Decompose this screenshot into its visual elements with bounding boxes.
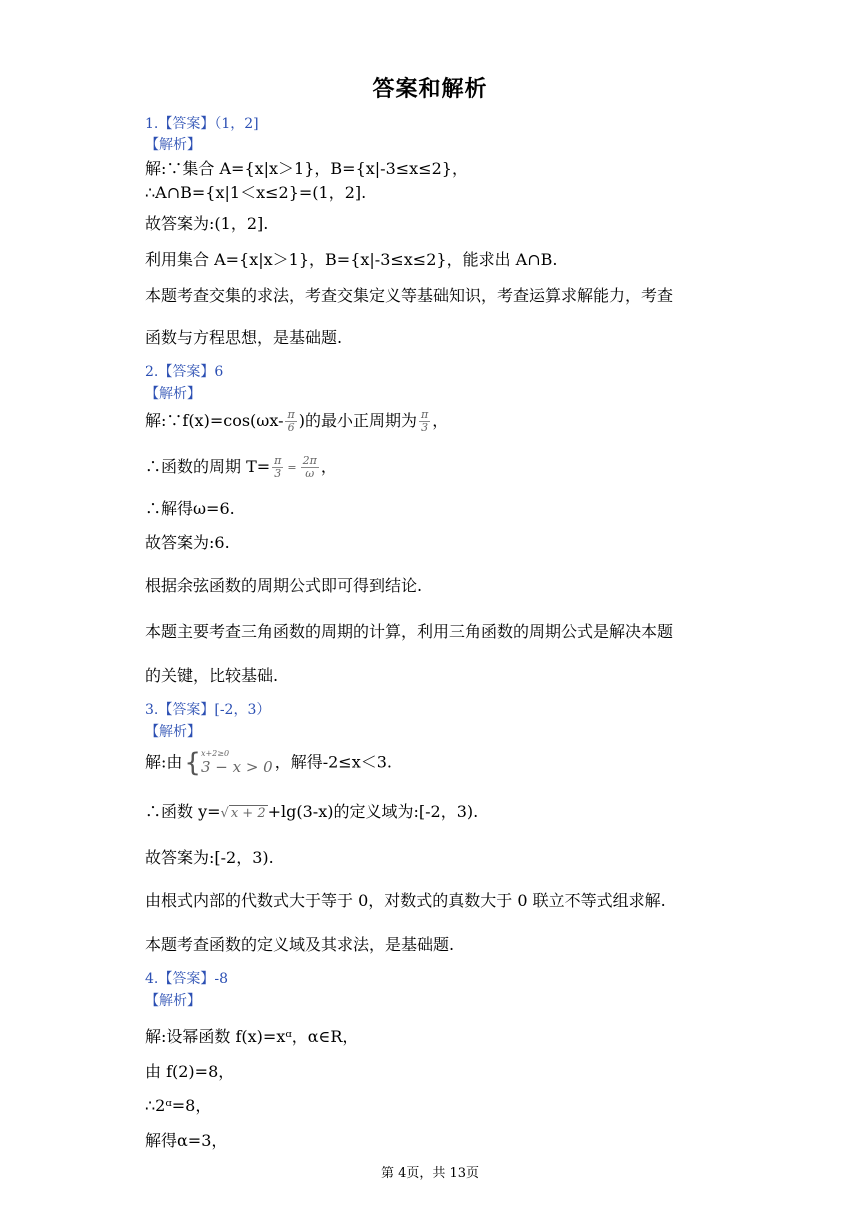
q4-answer: 4.【答案】-8	[145, 971, 228, 987]
q1-solution-line-2: ∴A∩B={x|1＜x≤2}=(1，2].	[145, 183, 367, 202]
q3-solution-line-2	[145, 799, 478, 822]
fraction-denominator: ω	[305, 467, 315, 480]
q3-line2-part-b: +lg(3-x)的定义域为:[-2，3).	[267, 802, 479, 821]
radical-sign: √	[220, 806, 229, 821]
q2-solution-line-6: 本题主要考查三角函数的周期的计算，利用三角函数的周期公式是解决本题	[145, 622, 674, 641]
fraction-numerator: π	[274, 454, 282, 468]
q3-analysis-label: 【解析】	[145, 724, 201, 740]
fraction-2pi-over-omega	[301, 455, 319, 479]
left-brace: {	[184, 748, 201, 778]
fraction-pi-over-3	[419, 409, 430, 433]
q2-analysis-label: 【解析】	[145, 386, 201, 402]
inequality-system	[184, 748, 272, 778]
q4-solution-line-2: 由 f(2)=8，	[145, 1062, 235, 1081]
inequality-rows	[201, 750, 273, 775]
fraction-numerator: π	[420, 408, 429, 422]
q2-solution-line-7: 的关键，比较基础.	[145, 666, 279, 685]
fraction-pi-over-6	[285, 409, 296, 433]
q3-answer: 3.【答案】[-2，3）	[145, 702, 271, 718]
q3-solution-line-3: 故答案为:[-2，3).	[145, 848, 274, 867]
q3-solution-line-5: 本题考查函数的定义域及其求法，是基础题.	[145, 935, 455, 954]
equals-sign: =	[287, 460, 297, 474]
q2-line1-part-c: ，	[432, 411, 449, 430]
q2-line1-part-a: 解:∵f(x)=cos(ωx-	[145, 411, 284, 430]
page-title: 答案和解析	[372, 77, 488, 102]
q1-solution-line-5: 本题考查交集的求法，考查交集定义等基础知识，考查运算求解能力，考查	[145, 286, 674, 305]
radicand: x + 2	[230, 806, 266, 821]
q4-solution-line-4: 解得α=3，	[145, 1131, 228, 1150]
q2-line1-part-b: )的最小正周期为	[298, 411, 417, 430]
fraction-denominator: 6	[287, 421, 295, 434]
q3-solution-line-1	[145, 748, 392, 778]
q2-solution-line-3: ∴解得ω=6.	[145, 499, 235, 518]
square-root-expression	[221, 806, 268, 821]
page-footer: 第 4页，共 13页	[380, 1166, 480, 1181]
q1-solution-line-1: 解:∵集合 A={x|x＞1}，B={x|-3≤x≤2}，	[145, 159, 468, 178]
q2-solution-line-5: 根据余弦函数的周期公式即可得到结论.	[145, 576, 423, 595]
q4-solution-line-3: ∴2ᵅ=8，	[145, 1096, 212, 1115]
q2-answer: 2.【答案】6	[145, 364, 224, 380]
q4-analysis-label: 【解析】	[145, 993, 201, 1009]
fraction-numerator: π	[287, 408, 295, 422]
q1-solution-line-3: 故答案为:(1，2].	[145, 214, 269, 233]
q3-line1-part-b: ，解得-2≤x＜3.	[274, 752, 393, 772]
q2-line2-part-a: ∴函数的周期 T=	[145, 457, 271, 476]
q3-line2-part-a: ∴函数 y=	[145, 802, 221, 821]
q1-answer: 1.【答案】（1，2]	[145, 116, 259, 132]
q2-solution-line-4: 故答案为:6.	[145, 533, 230, 552]
q1-solution-line-4: 利用集合 A={x|x＞1}，B={x|-3≤x≤2}，能求出 A∩B.	[145, 250, 558, 269]
q2-solution-line-1	[145, 408, 448, 434]
fraction-numerator: 2π	[302, 454, 317, 468]
q1-analysis-label: 【解析】	[145, 137, 201, 153]
fraction-denominator: 3	[274, 467, 282, 480]
q3-solution-line-4: 由根式内部的代数式大于等于 0，对数式的真数大于 0 联立不等式组求解.	[145, 891, 666, 910]
inequality-row-2: 3 − x > 0	[200, 758, 273, 777]
fraction-denominator: 3	[421, 421, 429, 434]
q4-solution-line-1: 解:设幂函数 f(x)=xᵅ，α∈R，	[145, 1027, 359, 1046]
q2-solution-line-2	[145, 454, 337, 480]
inequality-row-1: x+2≥0	[200, 749, 230, 759]
q3-line1-part-a: 解:由	[145, 752, 183, 772]
q1-solution-line-6: 函数与方程思想，是基础题.	[145, 328, 343, 347]
q2-line2-part-b: ，	[320, 457, 337, 476]
fraction-pi-over-3	[272, 455, 283, 479]
